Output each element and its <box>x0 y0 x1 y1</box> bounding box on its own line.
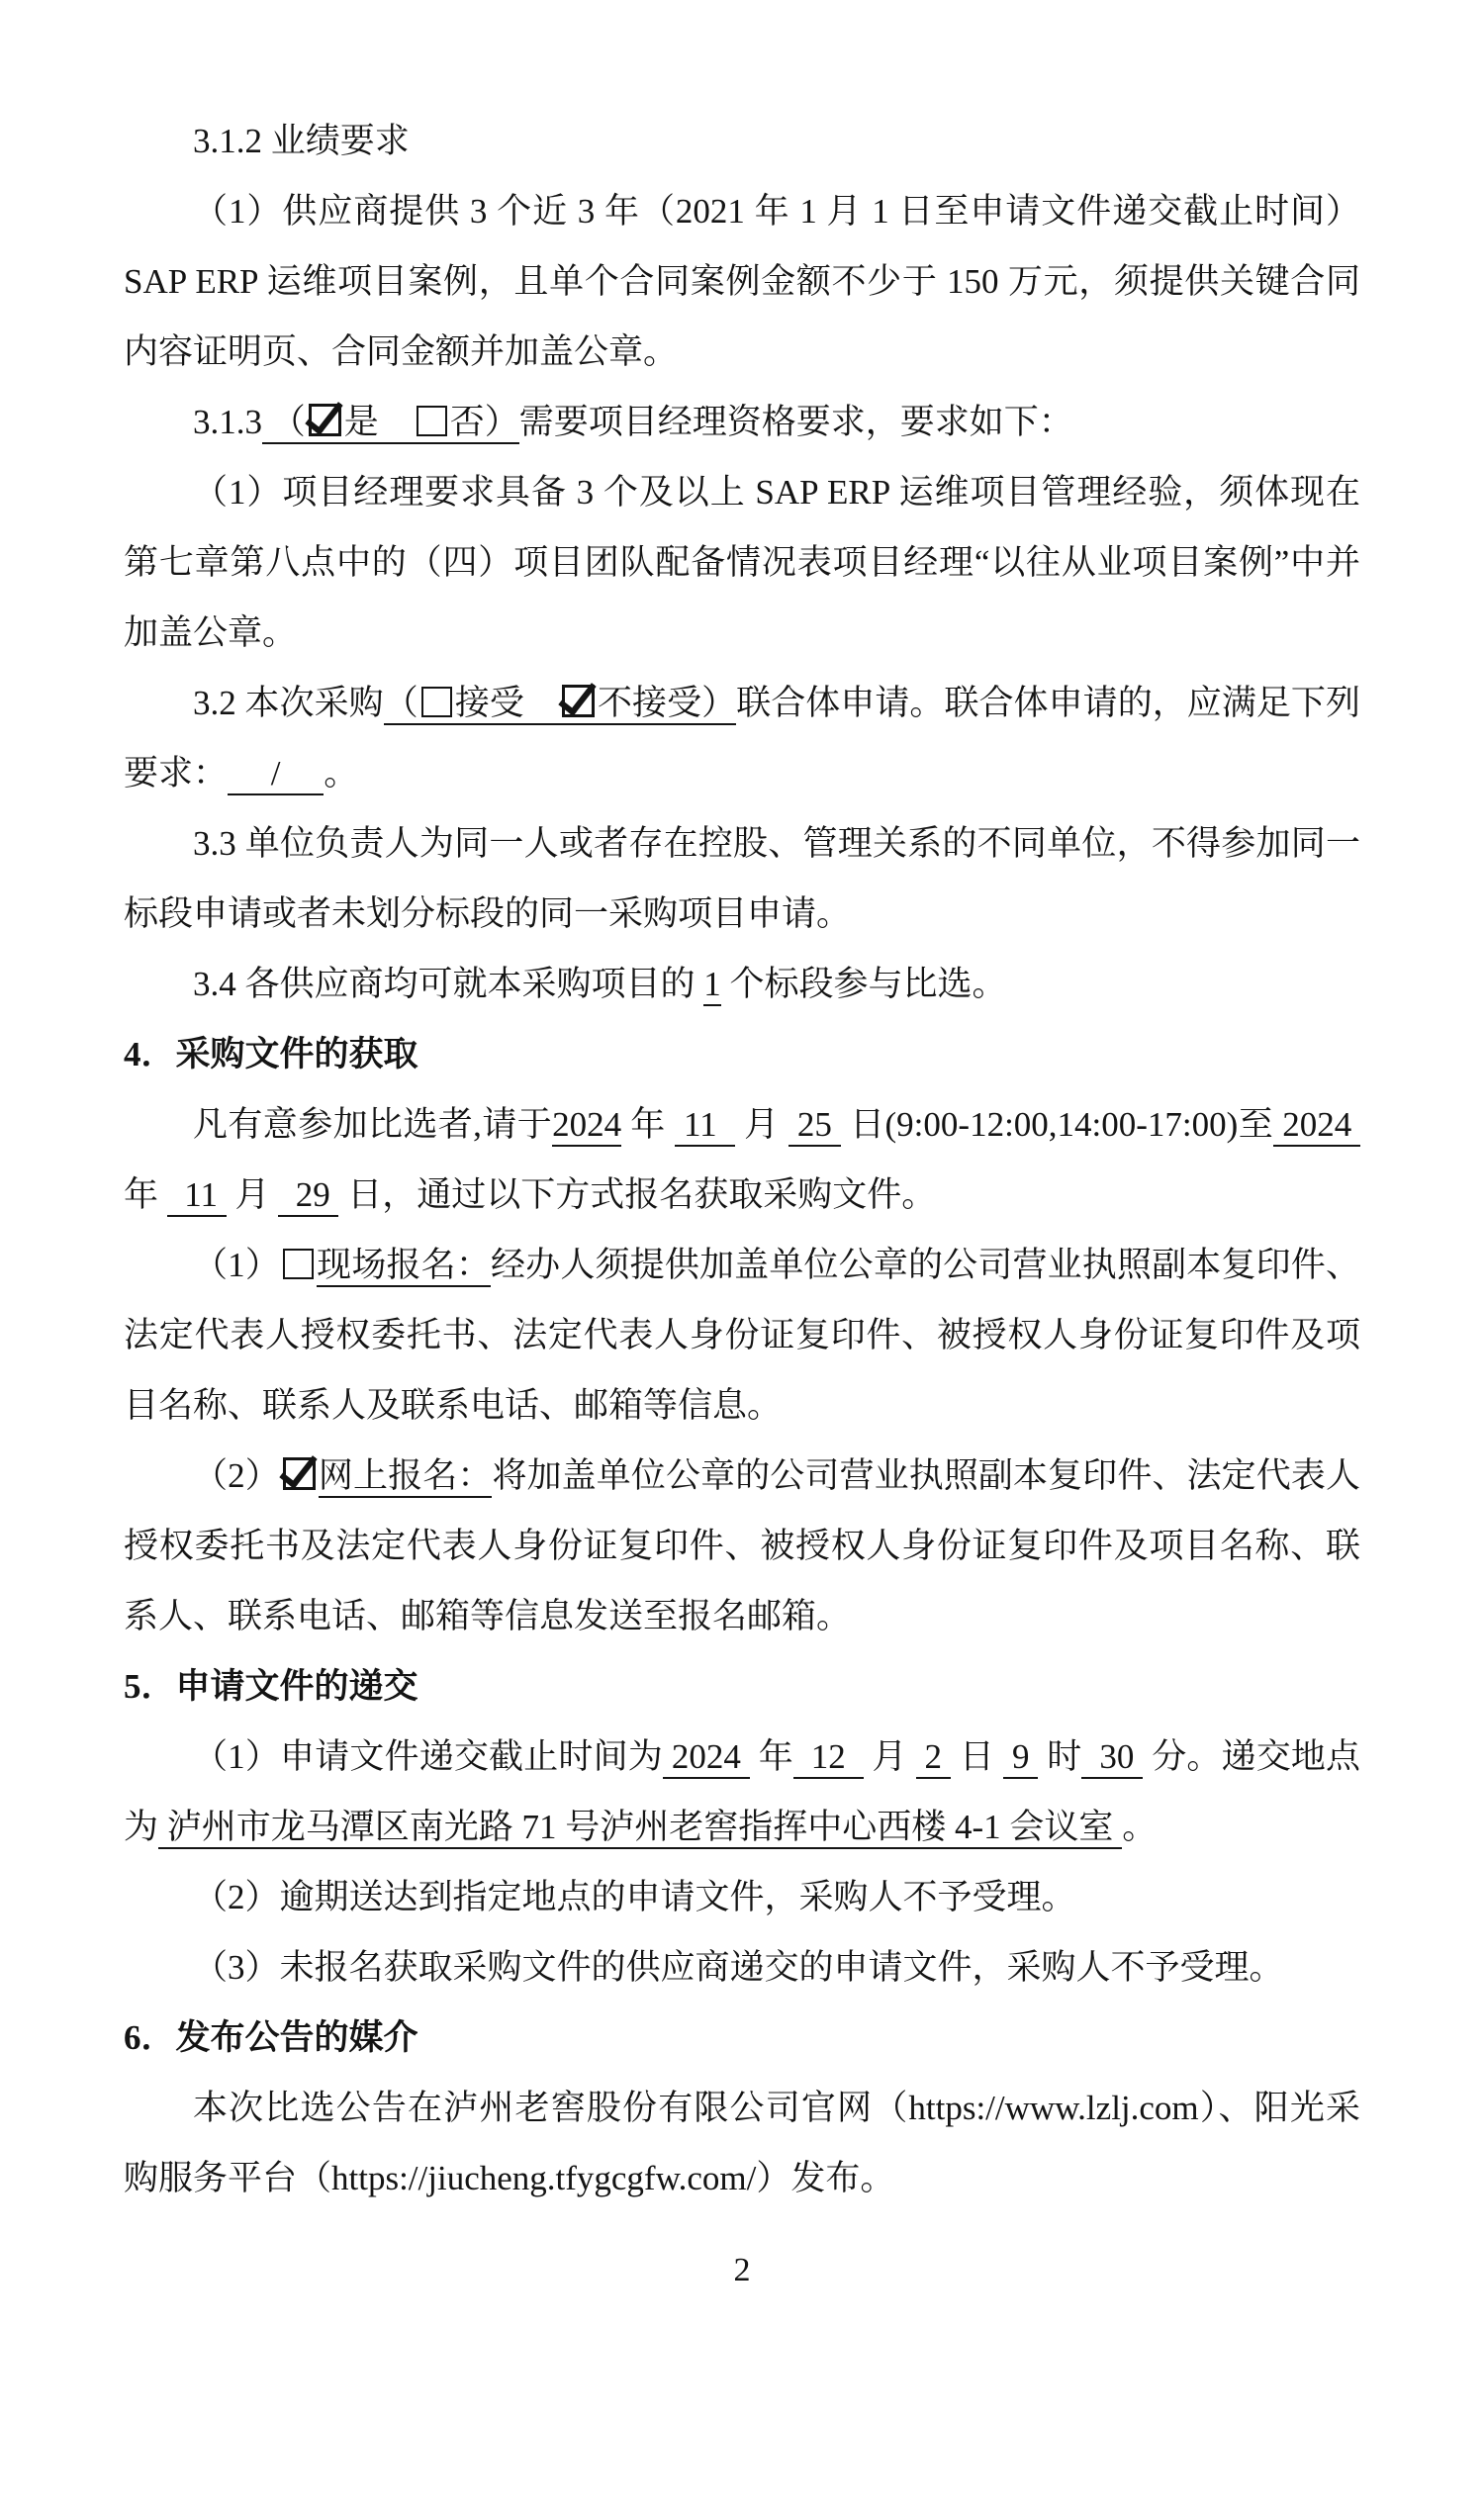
lot-count-underline: 1 <box>703 965 721 1006</box>
section-4-item-onsite <box>124 1230 1360 1441</box>
check-mark-icon <box>279 1447 317 1489</box>
text-run: 日，通过以下方式报名获取采购文件。 <box>338 1175 937 1214</box>
text-run: （3）未报名获取采购文件的供应商递交的申请文件，采购人不予受理。 <box>193 1948 1284 1987</box>
text-run: 日 <box>950 1737 1004 1776</box>
deadline-month-underline: 12 <box>793 1737 864 1779</box>
section-4-heading <box>124 1019 1360 1089</box>
clause-3-3 <box>124 808 1360 949</box>
clause-3-1-3 <box>124 387 1360 457</box>
end-year-underline: 2024 <box>1273 1105 1360 1147</box>
text-run: （2） <box>193 1456 280 1495</box>
clause-3-1-2-item-1 <box>124 176 1360 387</box>
page-number: 2 <box>733 2252 751 2288</box>
text-run: （1）项目经理要求具备 3 个及以上 SAP ERP 运维项目管理经验，须体现在第七章第八点中的（四）项目团队配备情况表项目经理“以往从业项目案例”中并加盖公章。 <box>124 473 1360 652</box>
section-5-item-2 <box>124 1862 1360 1932</box>
text-run: （1）供应商提供 3 个近 3 年（2021 年 1 月 1 日至申请文件递交截止时间）SAP ERP 运维项目案例，且单个合同案例金额不少于 150 万元，须提供关键合同内容证明页、合同金额并加盖公章。 <box>124 192 1360 371</box>
checkbox-checked-icon <box>283 1457 316 1490</box>
end-month-underline: 11 <box>167 1175 227 1217</box>
text-run: （ <box>262 403 306 441</box>
text-run: 年 <box>124 1175 167 1214</box>
text-run: 凡有意参加比选者,请于 <box>193 1105 553 1144</box>
text-run: 个标段参与比选。 <box>720 965 1007 1003</box>
no-option-label: 否） <box>449 403 519 441</box>
text-run: 。 <box>1122 1808 1158 1846</box>
clause-3-1-2-title <box>124 106 1360 176</box>
yes-no-blank <box>262 403 519 444</box>
section-5-item-3 <box>124 1932 1360 2003</box>
accept-reject-blank <box>384 684 736 725</box>
heading-text: 6．发布公告的媒介 <box>124 2018 418 2057</box>
heading-text: 4．采购文件的获取 <box>124 1035 418 1073</box>
text-run: 年 <box>621 1105 675 1144</box>
text-run: （ <box>383 684 418 722</box>
text-run: 联合体申请。联合体申请的，应满足下列要求： <box>124 684 1360 792</box>
deadline-day-underline: 2 <box>916 1737 951 1779</box>
clause-3-2 <box>124 668 1360 808</box>
text-run: 年 <box>749 1737 793 1776</box>
text-run: 需要项目经理资格要求，要求如下： <box>518 403 1073 441</box>
text-run: 3.1.2 业绩要求 <box>193 122 410 160</box>
text-run: 将加盖单位公章的公司营业执照副本复印件、法定代表人授权委托书及法定代表人身份证复印件、被授权人身份证复印件及项目名称、联系人、联系电话、邮箱等信息发送至报名邮箱。 <box>124 1456 1360 1635</box>
deadline-minute-underline: 30 <box>1081 1737 1143 1779</box>
text-run: 月 <box>734 1105 788 1144</box>
start-year-underline: 2024 <box>552 1105 621 1147</box>
procurement-notice-body <box>124 106 1360 2305</box>
section-4-intro <box>124 1089 1360 1230</box>
section-5-item-1 <box>124 1722 1360 1862</box>
text-run: （1）申请文件递交截止时间为 <box>193 1737 663 1776</box>
venue-underline: 泸州市龙马潭区南光路 71 号泸州老窖指挥中心西楼 4-1 会议室 <box>158 1808 1122 1849</box>
clause-3-1-3-item-1 <box>124 457 1360 668</box>
text-run: 3.4 各供应商均可就本采购项目的 <box>193 965 704 1003</box>
text-run: 3.3 单位负责人为同一人或者存在控股、管理关系的不同单位，不得参加同一标段申请或者未划分标段的同一采购项目申请。 <box>124 824 1360 933</box>
yes-option-label: 是 <box>343 403 414 441</box>
section-4-item-online <box>124 1441 1360 1651</box>
text-run: 日(9:00-12:00,14:00-17:00)至 <box>840 1105 1274 1144</box>
text-run: 本次比选公告在泸州老窖股份有限公司官网（https://www.lzlj.com）、阳光采购服务平台（https://jiucheng.tfygcgfw.com/）发布。 <box>124 2089 1360 2197</box>
accept-option-label: 接受 <box>454 684 559 722</box>
text-run: 分。递交地点为 <box>124 1737 1361 1846</box>
deadline-hour-underline: 9 <box>1003 1737 1038 1779</box>
start-day-underline: 25 <box>788 1105 841 1147</box>
text-run: 3.2 本次采购 <box>193 684 384 722</box>
checkbox-checked-icon <box>309 404 341 436</box>
text-run: 。 <box>324 754 359 792</box>
section-6-body <box>124 2073 1360 2213</box>
text-run: 月 <box>226 1175 279 1214</box>
check-mark-icon <box>305 394 342 435</box>
checkbox-empty-icon <box>417 406 447 436</box>
check-mark-icon <box>558 675 596 716</box>
end-day-underline: 29 <box>278 1175 338 1217</box>
checkbox-checked-icon <box>562 685 595 717</box>
section-6-heading <box>124 2003 1360 2073</box>
text-run: 月 <box>863 1737 916 1776</box>
clause-3-4 <box>124 949 1360 1019</box>
checkbox-empty-icon <box>421 687 452 717</box>
online-label-underline: 网上报名： <box>319 1456 493 1498</box>
section-5-heading <box>124 1651 1360 1722</box>
onsite-label-underline: 现场报名： <box>317 1246 491 1287</box>
checkbox-empty-icon <box>283 1249 314 1279</box>
text-run: 经办人须提供加盖单位公章的公司营业执照副本复印件、法定代表人授权委托书、法定代表人身份证复印件、被授权人身份证复印件及项目名称、联系人及联系电话、邮箱等信息。 <box>124 1246 1360 1425</box>
text-run: 时 <box>1038 1737 1082 1776</box>
heading-text: 5．申请文件的递交 <box>124 1667 418 1706</box>
text-run: （1） <box>193 1246 280 1284</box>
start-month-underline: 11 <box>675 1105 735 1147</box>
reject-option-label: 不接受） <box>597 684 737 722</box>
text-run: 3.1.3 <box>193 403 262 441</box>
slash-blank: / <box>228 754 324 795</box>
text-run: （2）逾期送达到指定地点的申请文件，采购人不予受理。 <box>193 1878 1076 1916</box>
deadline-year-underline: 2024 <box>663 1737 750 1779</box>
